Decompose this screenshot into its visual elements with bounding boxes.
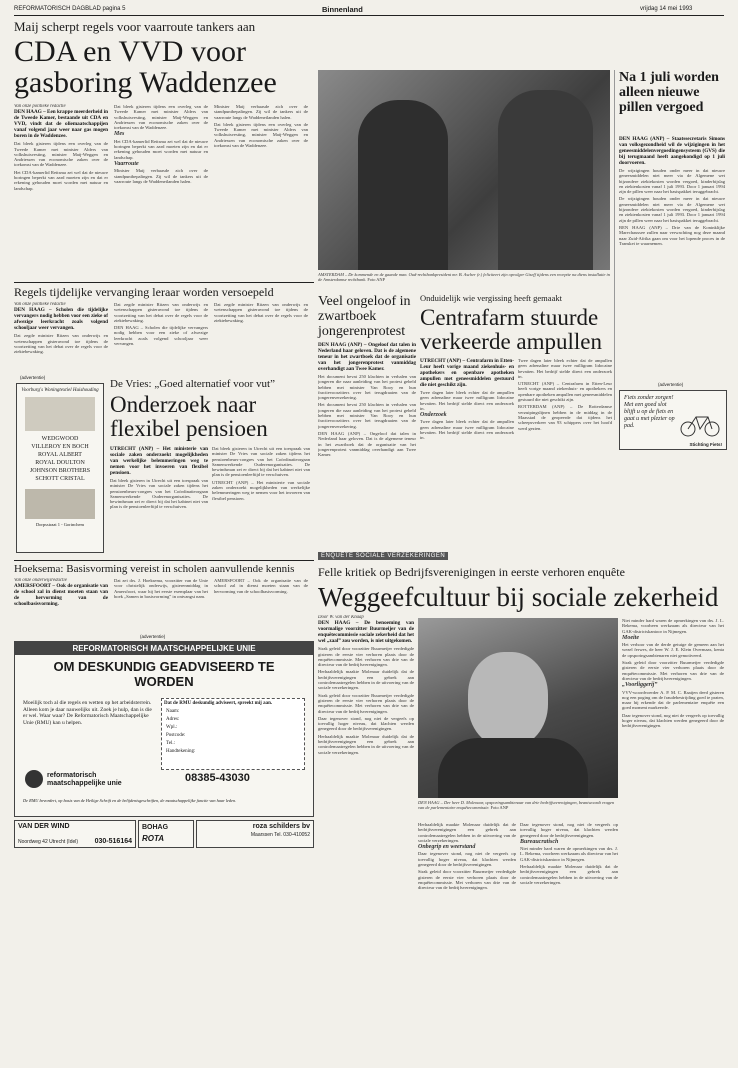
rmu-coupon-fields [162,708,304,756]
rmu-phone: 08385-43030 [185,772,250,784]
photo-face [468,652,548,747]
main-headline-line2: gasboring Waddenzee [14,66,277,99]
ad-right-credit: Stichting Fiets! [689,442,722,447]
ad-brand: ROYAL ALBERT [38,452,82,458]
photo-shoulders [438,738,588,798]
sociale-body-1c: Strak geleid door voorzitter Buurmeijer verdedigde gisteren de eerste vier verhoren plaats door de enquêtecommissie. Met verhoren van drie van de directeur van de bedrijfsverenigingen. [318,692,414,714]
sociale-body-1b: Herhaaldelijk maakte Molenaar duidelijk dat de bedrijfsverenigingen een gebrek aan controlemaatregelen hebben in de uitvoering van de sociale verzekeringen. [318,669,414,691]
ad-left-illustration [25,397,95,431]
sociale-body-3: Daar tegenover stond, nog niet de vergeefs op toevallig hoger niveau, dat klachten werden genegeerd door de bedrijfsverenigingen. [418,851,516,868]
devries-kicker: De Vries: „Goed alternatief voor vut” [110,378,275,390]
centra-body-2: Twee dagen later bleek echter dat de ampullen geen adrenaline maar twee milligram lidocaine bevatten. Het bedrijf stelde direct een onderzoek in. [420,419,514,441]
devries-body: Dat bleek gisteren in Utrecht uit een toespraak van minister De Vries van sociale zaken tijdens het pensioenbeurs-congres van het Coördinatieorgaan Samenwerkende Ouderenorganisaties. De bewindsman zei er direct bij dat het kabinet niet van plan is de pensioenleeftijd te verschuiven. [110,478,208,510]
photo-figure-left [358,100,448,270]
sociale-body-1d: Daar tegenover stond, nog niet de vergeefs op toevallig hoger niveau, dat klachten werden genegeerd door de bedrijfsverenigingen. [318,715,414,732]
rmu-field-name[interactable]: Naam: [166,709,180,714]
ad-left-label: (advertentie) [20,375,46,380]
devries-lead: UTRECHT (ANP) – Het ministerie van sociale zaken onderzoekt mogelijkheden van werkelijke belemmeringen weg te nemen voor het invoeren van flexibel pensioen. [110,446,208,476]
hoeksema-col-2 [114,578,208,632]
rmu-logo-icon [25,770,43,788]
main-body-2b: Dat bleek gisteren tijdens een overleg van de Tweede Kamer met minister Alders van volkshuisvesting, minister Maij-Weggen en Andriessen van economische zaken over de toekomst van de Waddenzee. [114,104,208,131]
devries-headline: Onderzoek naar flexibel pensioen [110,392,268,441]
rmu-ad-headline-2: WORDEN [134,674,194,689]
sociale-body-4b: Herhaaldelijk maakte Molenaar duidelijk dat de bedrijfsverenigingen een gebrek aan controlemaatregelen hebben in de uitvoering van de sociale verzekeringen. [520,864,618,885]
ad-brand: VILLEROY EN BOCH [31,444,89,450]
molenaar-caption-text: DEN HAAG – Der heer D. Molenaar, opsporingsambtenaar van drie bedrijfsverenigingen, beantwoordt vragen van de parlementaire enquêtecommissie. [418,800,615,810]
reception-caption-text: AMSTERDAM – De kommende en de gaande man. Oud-rechtbankpresident mr. B. Ascher (r.) feliciteert zijn opvolger Giseff tijdens een receptie na diens installatie in de Amsterdamse rechtbank. [318,272,610,282]
sociale-body-1: Strak geleid door voorzitter Buurmeijer verdedigde gisteren de eerste vier verhoren plaats door de enquêtecommissie. Met verhoren van drie van de directeur van de bedrijfsverenigingen. [318,646,414,668]
pillen-body-2: De wijzigingen houden onder meer in dat nieuwe geneesmiddelen niet meer via de Algemene wet bijzondere ziektekosten worden vergoed, kinderbijslag en ziektenkosten vanaf 1 juli 1993. Door 1 januari 1994 zijn de pillen weer naar het basispakket teruggebracht. [619,196,725,223]
ad-left-box [16,383,104,553]
sociale-body-1e: Herhaaldelijk maakte Molenaar duidelijk dat de bedrijfsverenigingen een gebrek aan controlemaatregelen hebben in de uitvoering van de sociale verzekeringen. [318,733,414,755]
ad-bohag [138,820,194,848]
header-date: vrijdag 14 mei 1993 [640,6,693,12]
ad-brand: ROYAL DOULTON [35,460,85,466]
molenaar-credit: Foto ANP [490,805,509,810]
regels-col-1 [14,302,108,367]
ad-left-shop: Voorburg's Woningtextiel Huishouding [21,388,99,393]
rmu-org-name: reformatorisch maatschappelijke unie [47,772,122,787]
ad-roza [196,820,314,848]
regels-byline: Van onze politieke redactie [14,302,66,307]
main-lead: DEN HAAG – Een krappe meerderheid in de Tweede Kamer, bestaande uit CDA en VVD, vindt dat de oliemaatschappijen vanaf volgend jaar weer naar gas mogen boren in de Waddenzee. [14,109,108,140]
main-col-2 [114,104,208,274]
main-body-2: Het CDA-kamerlid Reitsma zei wel dat de nieuwe boringen beperkt van aard moeten zijn en dat er rekening gehouden moet worden met natuur en landschap. [14,169,108,191]
veel-body-3: DEN HAAG (ANP) – Ongeloof dat talen in Nederland haar geloven. Dat is de algemene teneur in het zwartboek dat de organisatie van het jongerenprotest vanmiddag overhandigt aan Twee Kamer. [318,430,416,458]
hoeksema-col-3 [214,578,308,632]
pillen-body: De wijzigingen houden onder meer in dat nieuwe geneesmiddelen niet meer via de Algemene wet bijzondere ziektekosten worden vergoed, kinderbijslag en ziektenkosten vanaf 1 juli 1993. Door 1 januari 1994 zijn de pillen weer naar het basispakket teruggebracht. [619,168,725,195]
photo-figure-right [498,90,593,270]
sociale-body-4: Niet minder hard waren de opmerkingen van drs. J. L. Bekema, voorheen werkzaam als directeur van het GAK-districtskantoor in Nijmegen. [520,846,618,862]
rmu-ad-box [14,641,314,817]
veel-lead: DEN HAAG (ANP) – Ongeloof dat talen in Nederland haar geloven. Dat is de algemene teneur in het zwartboek dat de organisatie van het jongerenprotest vanmiddag overhandigt aan Twee Kamer. [318,342,416,372]
molenaar-photo [418,618,618,798]
sociale-subhead-4: „Voorliggerij” [622,682,658,689]
main-body-2c: Het CDA-kamerlid Reitsma zei wel dat de nieuwe boringen beperkt van aard moeten zijn en dat er rekening gehouden moet worden met natuur en landschap. [114,138,208,160]
devries-col-1 [110,446,208,556]
ad-vanderwind-address: Noordweg 42 Utrecht (Idel) [18,839,79,845]
sociale-body-5: Het verhoor van de derde getuige de gemeen aan het wezel ferwes, de heer W. J. E. Klein Overmaas, kenta de opsporingsambtenaren niet gemotiveerd. [622,642,724,658]
regels-headline: Regels tijdelijke vervanging leraar worden versoepeld [14,285,274,299]
veel-headline: Veel ongeloof in zwartboek jongerenprotest [318,294,411,339]
hoeksema-lead: AMERSFOORT – Ook de organisatie van de school zal in dienst moeten staan van de hervorming van de schoolbasisvorming. [14,583,108,608]
regels-body-3: DEN HAAG – Scholen die tijdelijke vervangers nodig hebben voor een zieke of afwezige leerkracht zoals volgend schooljaar weer vervangen. [114,325,208,347]
rmu-ad-headline-1: OM DESKUNDIG GEADVISEERD TE [53,659,275,674]
centra-col-2 [518,358,612,548]
rmu-field-signature[interactable]: Handtekening: [166,749,196,754]
regels-rule [14,282,314,283]
ad-vanderwind-brand: VAN DER WIND [18,823,70,830]
main-byline: Van onze politieke redactie [14,104,66,109]
centra-notice: ROTTERDAM (ANP) – De Rotterdamse verzuipingslijnen hebben in de middag in de Maasstad de geopeerde dat tijdens het scheepsverkeer van 93 schippers over het hoofd werd gezien. [518,404,612,431]
header-section: Binnenland [322,5,363,14]
main-subhead-vaarroute: Vaarroute [114,160,139,167]
centra-subhead: Onderzoek [420,412,447,419]
rmu-field-city[interactable]: Wpl.: [166,725,178,730]
sociale-lead: DEN HAAG – De benoeming van voormalige voorzitter Buurmeijer van de enquêtecommissie sociale zekerheid dat het wel „zaal” zou worden, is niet uitgekomen. [318,620,414,645]
sociale-subhead-1: Onbegrip en weerstand [418,844,476,851]
rmu-footer: De RMU bevordert, op basis van de Heilige Schrift en de belijdenisgeschriften, de maatschappelijke functie van haar leden. [23,798,237,803]
veel-col [318,342,416,547]
devries-col-2 [212,446,310,556]
pillen-col [619,136,725,376]
reception-caption [318,272,610,282]
ad-left-brands [17,435,103,483]
reception-photo [318,70,610,270]
rmu-ad-headline [15,659,313,689]
col-rule-right [614,70,615,420]
centra-kicker: Onduidelijk wie vergissing heeft gemaakt [420,293,562,303]
hoeksema-body: Dat zei drs. J. Hoeksema, voorzitter van de Unie voor christelijk onderwijs, gisterenmiddag in Amersfoort, waar hij het eerste exemplaar van het boek „Samen in basisvorming” in ontvangst nam. [114,578,208,599]
reception-credit: Foto ANP [367,277,386,282]
regels-body: Dat zegde minister Ritzen van onderwijs en wetenschappen gisteravond toe tijdens de voortzetting van het debat over de regels voor de ziektebewaking. [14,333,108,355]
rmu-field-address[interactable]: Adres: [166,717,180,722]
hoeksema-headline: Hoeksema: Basisvorming vereist in scholen aanvullende kennis [14,563,295,575]
rmu-coupon[interactable] [161,698,305,770]
sociale-body-5b: Strak geleid door voorzitter Buurmeijer verdedigde gisteren de eerste vier verhoren plaats door de enquêtecommissie. Met verhoren van drie van de directeur van de bedrijfsverenigingen. [622,660,724,681]
main-body-1: Dat bleek gisteren tijdens een overleg van de Tweede Kamer met minister Alders van volkshuisvesting, minister Maij-Weggen en Andriessen van economische zaken over de toekomst van de Waddenzee. [14,141,108,168]
rmu-ad-body: Moeilijk toch al die regels en wetten op het arbeidsterrein. Alleen kom je daar nauwelijks uit. Zoek je hulp, dan is die er wel. Waar waar? De Reformatorisch Maatschappelijke Unie (RMU) kan u helpen. [23,700,152,726]
regels-body-2: Dat zegde minister Ritzen van onderwijs en wetenschappen gisteravond toe tijdens de voortzetting van het debat over de regels voor de ziektebewaking. [114,302,208,323]
ad-right-label: (advertentie) [658,382,684,387]
centra-lead: UTRECHT (ANP) – Centrafarm in Etten-Leur heeft vorige maand ziekenhuis- en apothekers en openbare apotheken ampullen met geneesmiddelen gestuurd die niet geschikt zijn. [420,358,514,388]
ad-brand: WEDGWOOD [41,436,79,442]
sociale-subhead-3: Moeite [622,634,639,641]
veel-body: Het document bevat 250 klachten in verhalen van jongeren die naar aanleiding van het protest gebeld hebben met minister Van Rooy en hun fractievoorzitters over het terugdraaien van de jongerenverzekering. [318,374,416,401]
sociale-col-3 [520,822,618,1045]
main-body-3b: Dat bleek gisteren tijdens een overleg van de Tweede Kamer met minister Alders van volkshuisvesting, minister Maij-Weggen en Andriessen van economische zaken over de toekomst van de Waddenzee. [214,121,308,149]
centra-headline: Centrafarm stuurde verkeerde ampullen [420,305,602,354]
sociale-body-4c: Niet minder hard waren de opmerkingen van drs. J. L. Bekema, voorheen werkzaam als directeur van het GAK-districtskantoor in Nijmegen. [622,618,724,634]
hoeksema-byline: Van onze onderwijsredactie [14,578,67,583]
main-col-3 [214,104,308,274]
hoeksema-body-2: AMERSFOORT – Ook de organisatie van de school zal in dienst moeten staan van de hervorming van de schoolbasisvorming. [214,578,308,594]
centra-body-4: UTRECHT (ANP) – Centrafarm in Etten-Leur heeft vorige maand ziekenhuis- en apothekers en openbare apotheken ampullen met geneesmiddelen gestuurd die niet geschikt zijn. [518,381,612,403]
sociale-body-6: VVV-woordvoerder A. P. M. C. Raaijen deed gisteren nog een poging om de fraudebestrijding goed te praten, maar hij erkende dat de parlementaire enquête een goed moment markeerde. [622,689,724,711]
centra-col-1 [420,358,514,548]
header-left: REFORMATORISCH DAGBLAD pagina 5 [14,6,126,12]
sociale-kicker: Felle kritiek op Bedrijfsverenigingen in eerste verhoren enquête [318,565,625,579]
pillen-headline: Na 1 juli worden alleen nieuwe pillen vergoed [619,70,719,115]
centra-body-3: Twee dagen later bleek echter dat de ampullen geen adrenaline maar twee milligram lidocaine bevatten. Het bedrijf stelde direct een onderzoek in. [518,358,612,379]
devries-body-2: Dat bleek gisteren in Utrecht uit een toespraak van minister De Vries van sociale zaken tijdens het pensioenbeurs-congres van het Coördinatieorgaan Samenwerkende Ouderenorganisaties. De bewindsman zei er direct bij dat het kabinet niet van plan is de pensioenleeftijd te verschuiven. [212,446,310,478]
regels-col-2 [114,302,208,367]
main-headline [14,36,314,98]
sociale-byline: Door W. van der Knaap [318,615,364,620]
ad-roza-brand: roza schilders bv [252,823,310,830]
ad-vanderwind-phone: 030-516164 [94,838,132,845]
regels-body-4: Dat zegde minister Ritzen van onderwijs en wetenschappen gisteravond toe tijdens de voortzetting van het debat over de regels voor de ziektebewaking. [214,302,308,323]
molenaar-caption [418,800,618,810]
pillen-lead: DEN HAAG (ANP) – Staatssecretaris Simons van volksgezondheid wil de wijzigingen in het geneesmiddelenvergoedingensysteem (GVS) die bij terugmaand heeft aangekondigd op 1 juli doorvoeren. [619,136,725,166]
pillen-notice: BEN HAAG (ANP) – Drie van de Koninklijke Marechaussee zullen naar verwachting nog deze maand naar Zuid-Afrika gaan om voor het lopende proces in de Transkei te waarnemen. [619,224,725,246]
regels-col-3 [214,302,308,367]
sociale-body-3b: Strak geleid door voorzitter Buurmeijer verdedigde gisteren de eerste vier verhoren plaats door de enquêtecommissie. Met verhoren van drie van de directeur van de bedrijfsverenigingen. [418,869,516,891]
rmu-ad-title: REFORMATORISCH MAATSCHAPPELIJKE UNIE [15,642,313,655]
ad-rota-brand: ROTA [142,834,165,843]
rmu-field-phone[interactable]: Tel.: [166,741,175,746]
sociale-body-6b: Daar tegenover stond, nog niet de vergeefs op toevallig hoger niveau, dat klachten werden genegeerd door de bedrijfsverenigingen. [622,712,724,729]
sociale-col-1 [318,615,414,1045]
veel-body-2: Het document bevat 250 klachten in verhalen van jongeren die naar aanleiding van het protest gebeld hebben met minister Van Rooy en hun fractievoorzitters over het terugdraaien van de jongerenverzekering. [318,402,416,429]
ad-right-box [619,390,727,450]
ad-left-storefront [25,489,95,519]
main-headline-line1: CDA en VVD voor [14,35,246,68]
main-body-2d: Minister Maij verbaasde zich over de standpuntbepalingen. Zij wil de tankers uit de vaarroute langs de Waddeneilanden halen. [114,168,208,184]
ad-roza-address: Maarssen Tel. 030-410052 [250,832,310,838]
ad-left-footer: Dorpsstraat 1 - Gorinchem [35,522,85,527]
bicycle-icon [678,407,722,437]
rmu-coupon-title: Dat de RMU deskundig adviseert, spreekt mij aan. [164,701,273,706]
ad-right-text: Fiets zonder zorgen! Met een goed slot blijft u op de fiets en gaat u met plezier op pad. [624,395,675,429]
sociale-subhead-2: Bureaucratisch [520,838,559,845]
rmu-field-postcode[interactable]: Postcode: [166,733,186,738]
main-col-1 [14,104,108,274]
rmu-ad-label: (advertentie) [140,634,166,639]
sociale-body-3c: Daar tegenover stond, nog niet de vergeefs op toevallig hoger niveau, dat klachten werden genegeerd door de bedrijfsverenigingen. [520,822,618,838]
regels-lead: DEN HAAG – Scholen die tijdelijke vervangers nodig hebben voor een zieke of afwezige leerkracht zoals volgend schooljaar weer vervangen. [14,307,108,332]
ad-bohag-brand: BOHAG [142,824,169,831]
centra-body: Twee dagen later bleek echter dat de ampullen geen adrenaline maar twee milligram lidocaine bevatten. Het bedrijf stelde direct een onderzoek in. [420,390,514,411]
sociale-banner: ENQUÊTE SOCIALE VERZEKERINGEN [318,552,448,560]
sociale-col-2 [418,822,516,1045]
sociale-col-4 [622,618,724,1045]
header-rule [14,15,724,16]
hoeksema-rule [14,560,314,561]
main-subhead-mes: Mes [114,131,125,138]
ad-vanderwind [14,820,136,848]
sociale-headline: Weggeefcultuur bij sociale zekerheid [318,582,719,612]
ad-brand: JOHNSON BROTHERS [29,468,91,474]
hoeksema-col-1 [14,578,108,632]
sociale-body-2: Herhaaldelijk maakte Molenaar duidelijk dat de bedrijfsverenigingen een gebrek aan controlemaatregelen hebben in de uitvoering van de sociale verzekeringen. [418,822,516,843]
main-kicker: Maij scherpt regels voor vaarroute tankers aan [14,19,256,34]
main-body-3: Minister Maij verbaasde zich over de standpuntbepalingen. Zij wil de tankers uit de vaarroute langs de Waddeneilanden halen. [214,104,308,120]
devries-body-3: UTRECHT (ANP) – Het ministerie van sociale zaken onderzoekt mogelijkheden van werkelijke belemmeringen weg te nemen voor het invoeren van flexibel pensioen. [212,479,310,501]
ad-brand: SCHOTT CRISTAL [35,476,85,482]
